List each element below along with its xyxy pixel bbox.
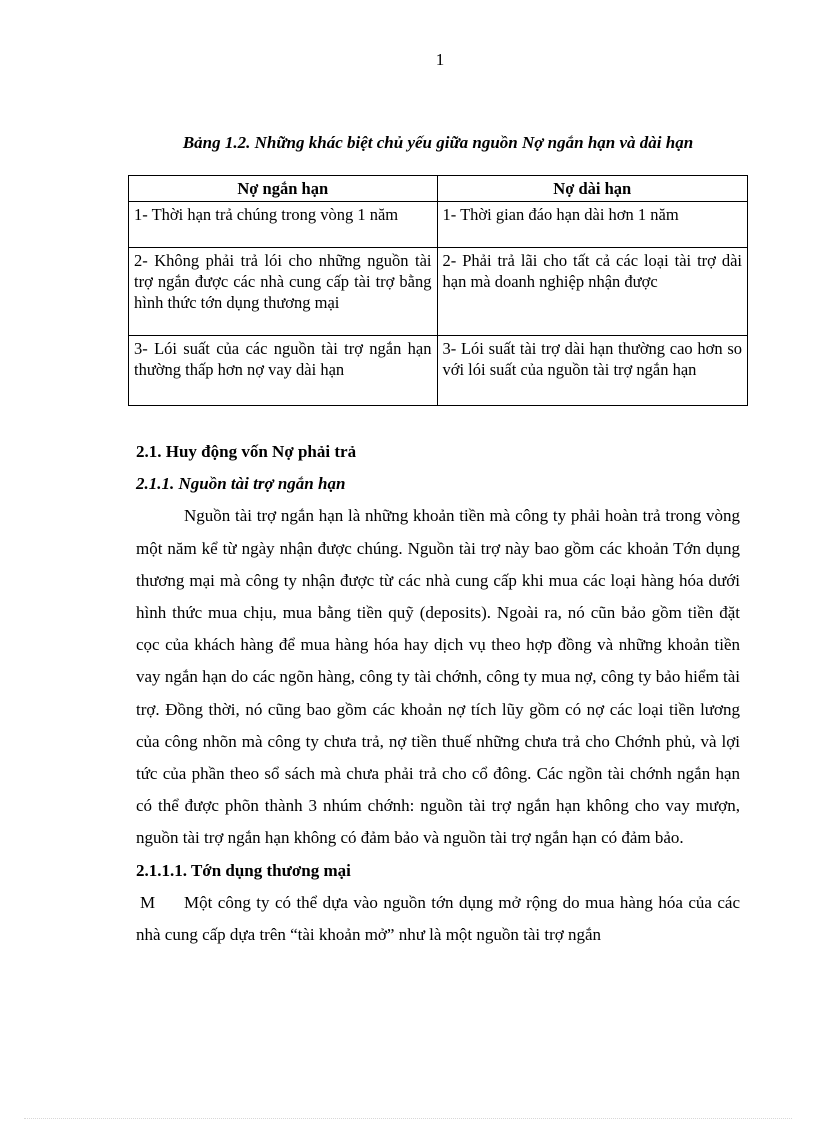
table-header-cell: Nợ dài hạn <box>437 176 748 202</box>
table-caption: Bảng 1.2. Những khác biệt chủ yếu giữa nguồn Nợ ngắn hạn và dài hạn <box>182 133 694 152</box>
table-row <box>129 248 748 336</box>
body-text <box>136 436 740 951</box>
table-cell: 3- Lói suất tài trợ dài hạn thường cao hơn so với lói suất của nguồn tài trợ ngắn hạn <box>437 336 748 406</box>
table-cell: 1- Thời gian đáo hạn dài hơn 1 năm <box>437 202 748 248</box>
section-heading: 2.1. Huy động vốn Nợ phải trả <box>136 442 357 461</box>
table-row <box>129 336 748 406</box>
page-bottom-divider <box>24 1118 792 1119</box>
table-header-row <box>129 176 748 202</box>
paragraph: Nguồn tài trợ ngắn hạn là những khoản tiền mà công ty phải hoàn trả trong vòng một năm kể từ ngày nhận được chúng. Nguồn tài trợ này bao gồm các khoản Tớn dụng thương mại mà công ty nhận được từ các nhà cung cấp khi mua các loại hàng hóa dưới hình thức mua chịu, mua bằng tiền quỹ (deposits). Ngoài ra, nó cũn bảo gồm tiền đặt cọc của khách hàng để mua hàng hóa hay dịch vụ theo hợp đồng và những khoản tiền vay ngắn hạn do các ngõn hàng, công ty tài chớnh, công ty mua nợ, công ty bảo hiểm tài trợ. Đồng thời, nó cũng bao gồm các khoản nợ tích lũy gồm có nợ các loại tiền lương của công nhõn mà công ty chưa trả, nợ tiền thuế những chưa trả cho Chớnh phủ, và lợi tức của phần theo sổ sách mà chưa phải trả cho cổ đông. Các ngồn tài chớnh ngắn hạn có thể được phõn thành 3 nhúm chớnh: nguồn tài trợ ngắn hạn không cho vay mượn, nguồn tài trợ ngắn hạn không có đảm bảo và nguồn tài trợ ngắn hạn có đảm bảo. <box>136 506 740 848</box>
table-cell: 2- Không phải trả lói cho những nguồn tài trợ ngắn được các nhà cung cấp tài trợ bằng hình thức tớn dụng thương mại <box>129 248 438 336</box>
table-row <box>129 202 748 248</box>
paragraph-marker: M <box>140 892 156 912</box>
subsection-heading: 2.1.1. Nguồn tài trợ ngắn hạn <box>136 474 346 494</box>
table-cell: 2- Phải trả lãi cho tất cả các loại tài trợ dài hạn mà doanh nghiệp nhận được <box>437 248 748 336</box>
table-cell: 3- Lói suất của các nguồn tài trợ ngắn hạn thường thấp hơn nợ vay dài hạn <box>129 336 438 406</box>
paragraph <box>136 887 740 951</box>
subsubsection-heading: 2.1.1.1. Tớn dụng thương mại <box>136 860 351 880</box>
comparison-table <box>128 175 748 406</box>
table-cell: 1- Thời hạn trả chúng trong vòng 1 năm <box>129 202 438 248</box>
paragraph-text: Một công ty có thể dựa vào nguồn tớn dụng mở rộng do mua hàng hóa của các nhà cung cấp dựa trên “tài khoản mở” như là một nguồn tài trợ ngắn <box>136 892 740 945</box>
page-number: 1 <box>435 50 445 69</box>
table-header-cell: Nợ ngắn hạn <box>129 176 438 202</box>
